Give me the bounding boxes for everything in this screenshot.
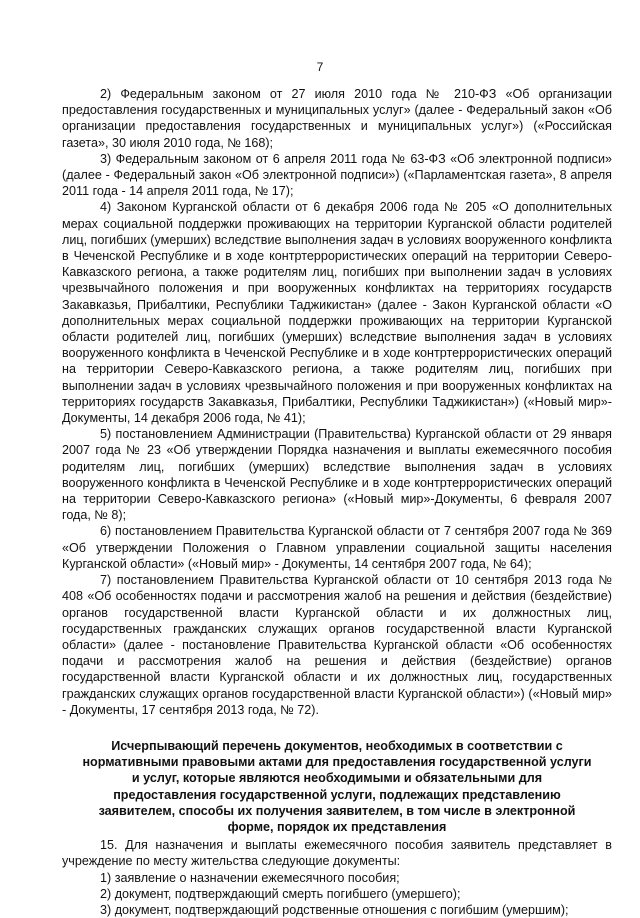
section-heading: Исчерпывающий перечень документов, необходимых в соответствии с нормативными правовыми актами для предоставления государственной услуги и услуг, которые являются необходимыми и обязательными для предоставления государственной услуги, подлежащих представлению заявителем, способы их получения заявителем, в том числе в электронной форме, порядок их представления <box>82 738 592 834</box>
documents-intro-paragraph: 15. Для назначения и выплаты ежемесячного пособия заявитель представляет в учреждение по месту жительства следующие документы: <box>62 838 612 869</box>
legal-basis-item-4: 4) Законом Курганской области от 6 декабря 2006 года № 205 «О дополнительных мерах социальной поддержки проживающих на территории Курганской области родителей лиц, погибших (умерших) вследствие выполнения задач в условиях вооруженного конфликта в Чеченской Республике и в ходе контртеррористических операций на территории Северо-Кавказского региона, а также родителям лиц, погибших при выполнении задач в условиях чрезвычайного положения и при вооруженных конфликтах на территориях государств Закавказья, Прибалтики, Республики Таджикистан» (далее - Закон Курганской области «О дополнительных мерах социальной поддержки проживающих на территории Курганской области родителей лиц, погибших (умерших) вследствие выполнения задач в условиях вооруженного конфликта в Чеченской Республике и в ходе контртеррористических операций на территории Северо-Кавказского региона, а также родителям лиц, погибших при выполнении задач в условиях чрезвычайного положения и при вооруженных конфликтах на территориях государств Закавказья, Прибалтики, Республики Таджикистан») («Новый мир»-Документы, 14 декабря 2006 года, № 41); <box>62 200 612 426</box>
document-list-item-3: 3) документ, подтверждающий родственные отношения с погибшим (умершим); <box>100 902 569 917</box>
document-list-item-1: 1) заявление о назначении ежемесячного пособия; <box>100 870 400 885</box>
legal-basis-item-5: 5) постановлением Администрации (Правительства) Курганской области от 29 января 2007 года № 23 «Об утверждении Порядка назначения и выплаты ежемесячного пособия родителям лиц, погибших (умерших) вследствие выполнения задач в условиях вооруженного конфликта в Чеченской Республике и в ходе контртеррористических операций на территории Северо-Кавказского региона» («Новый мир»-Документы, 6 февраля 2007 года, № 8); <box>62 427 612 523</box>
document-list-item-2: 2) документ, подтверждающий смерть погибшего (умершего); <box>100 886 461 901</box>
legal-basis-item-3: 3) Федеральным законом от 6 апреля 2011 года № 63-ФЗ «Об электронной подписи» (далее - Федеральный закон «Об электронной подписи») («Парламентская газета», 8 апреля 2011 года - 14 апреля 2011 года, № 17); <box>62 151 612 199</box>
legal-basis-item-6: 6) постановлением Правительства Курганской области от 7 сентября 2007 года № 369 «Об утверждении Положения о Главном управлении социальной защиты населения Курганской области» («Новый мир» - Документы, 14 сентября 2007 года, № 64); <box>62 524 612 571</box>
legal-basis-item-7: 7) постановлением Правительства Курганской области от 10 сентября 2013 года № 408 «Об особенностях подачи и рассмотрения жалоб на решения и действия (бездействие) органов государственной власти Курганской области и их должностных лиц, государственных гражданских служащих органов государственной власти Курганской области» (далее - постановление Правительства Курганской области «Об особенностях подачи и рассмотрения жалоб на решения и действия (бездействие) органов государственной власти Курганской области и их должностных лиц, государственных гражданских служащих органов государственной власти Курганской области») («Новый мир» - Документы, 17 сентября 2013 года, № 72). <box>62 573 612 717</box>
legal-basis-item-2: 2) Федеральным законом от 27 июля 2010 года № 210-ФЗ «Об организации предоставления государственных и муниципальных услуг» (далее - Федеральный закон «Об организации предоставления государственных и муниципальных услуг») («Российская газета», 30 июля 2010 года, № 168); <box>62 87 612 150</box>
page-number: 7 <box>316 60 324 74</box>
document-body <box>62 86 612 918</box>
